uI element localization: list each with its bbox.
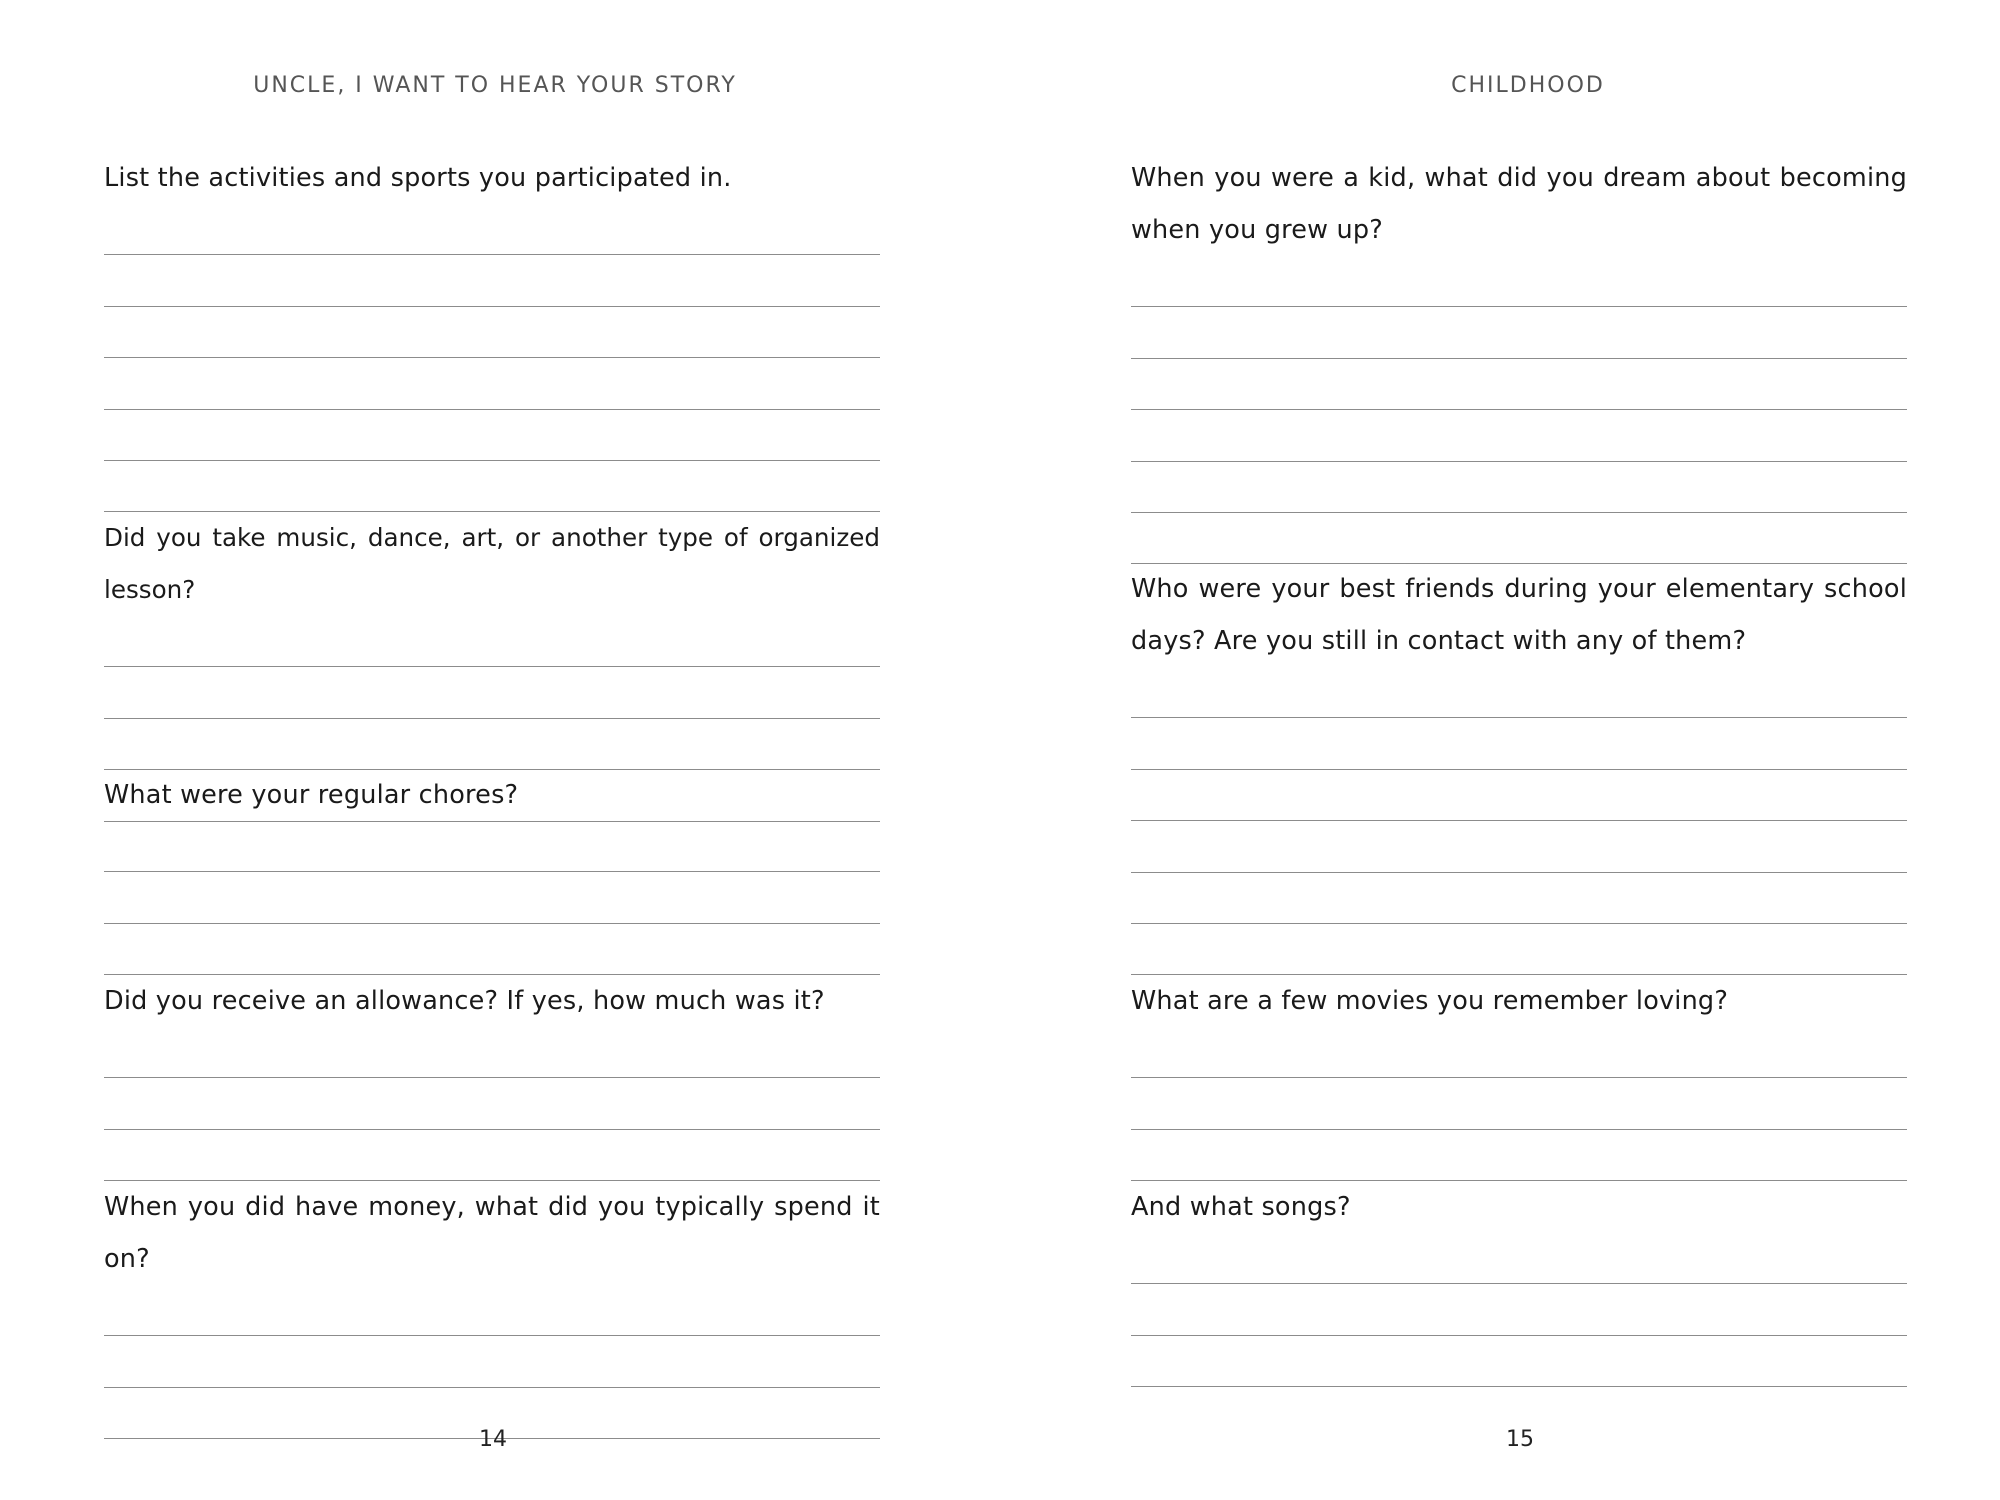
question-text: And what songs? [1131, 1192, 1351, 1222]
answer-line[interactable] [1131, 1027, 1907, 1078]
answer-line[interactable] [1131, 256, 1907, 307]
question-block [1131, 975, 1907, 1181]
page-number: 15 [1506, 1427, 1534, 1452]
answer-line[interactable] [1131, 718, 1907, 769]
question-block [1131, 563, 1907, 975]
answer-line[interactable] [1131, 513, 1907, 564]
answer-line[interactable] [1131, 1336, 1907, 1387]
answer-line[interactable] [104, 358, 880, 409]
question-block [104, 1181, 880, 1439]
answer-line[interactable] [104, 719, 880, 770]
answer-line[interactable] [104, 821, 880, 872]
answer-line[interactable] [1131, 410, 1907, 461]
answer-line[interactable] [1131, 1284, 1907, 1335]
answer-line[interactable] [104, 667, 880, 718]
running-head: UNCLE, I WANT TO HEAR YOUR STORY [253, 73, 737, 98]
question-block [104, 152, 880, 512]
question-text: What are a few movies you remember loving? [1131, 986, 1729, 1016]
answer-line[interactable] [104, 616, 880, 667]
question-block [104, 975, 880, 1181]
right-page [1000, 0, 2000, 1500]
answer-line[interactable] [1131, 359, 1907, 410]
question-text: List the activities and sports you participated in. [104, 163, 732, 193]
answer-line[interactable] [104, 1027, 880, 1078]
answer-line[interactable] [104, 461, 880, 512]
answer-line[interactable] [104, 1336, 880, 1387]
question-text: Did you receive an allowance? If yes, how much was it? [104, 986, 825, 1016]
question-block [1131, 152, 1907, 564]
answer-line[interactable] [1131, 924, 1907, 975]
question-text: When you were a kid, what did you dream about becoming when you grew up? [1131, 163, 1907, 245]
answer-line[interactable] [1131, 821, 1907, 872]
page-number: 14 [479, 1427, 507, 1452]
answer-line[interactable] [104, 255, 880, 306]
question-text: Who were your best friends during your elementary school days? Are you still in contact with any of them? [1131, 574, 1907, 656]
answer-line[interactable] [1131, 873, 1907, 924]
question-text: What were your regular chores? [104, 780, 519, 810]
answer-line[interactable] [1131, 1130, 1907, 1181]
answer-line[interactable] [104, 204, 880, 255]
question-text: Did you take music, dance, art, or another type of organized lesson? [104, 523, 880, 604]
question-block [104, 769, 880, 975]
answer-line[interactable] [104, 307, 880, 358]
running-head: CHILDHOOD [1451, 73, 1605, 98]
answer-line[interactable] [1131, 462, 1907, 513]
answer-line[interactable] [104, 1285, 880, 1336]
answer-line[interactable] [104, 1078, 880, 1129]
answer-line[interactable] [104, 924, 880, 975]
answer-line[interactable] [1131, 1078, 1907, 1129]
answer-line[interactable] [1131, 307, 1907, 358]
answer-line[interactable] [1131, 770, 1907, 821]
answer-line[interactable] [1131, 1233, 1907, 1284]
answer-line[interactable] [1131, 667, 1907, 718]
answer-line[interactable] [104, 410, 880, 461]
question-text: When you did have money, what did you typically spend it on? [104, 1192, 880, 1274]
answer-line[interactable] [104, 1130, 880, 1181]
answer-line[interactable] [104, 872, 880, 923]
question-block [1131, 1181, 1907, 1387]
